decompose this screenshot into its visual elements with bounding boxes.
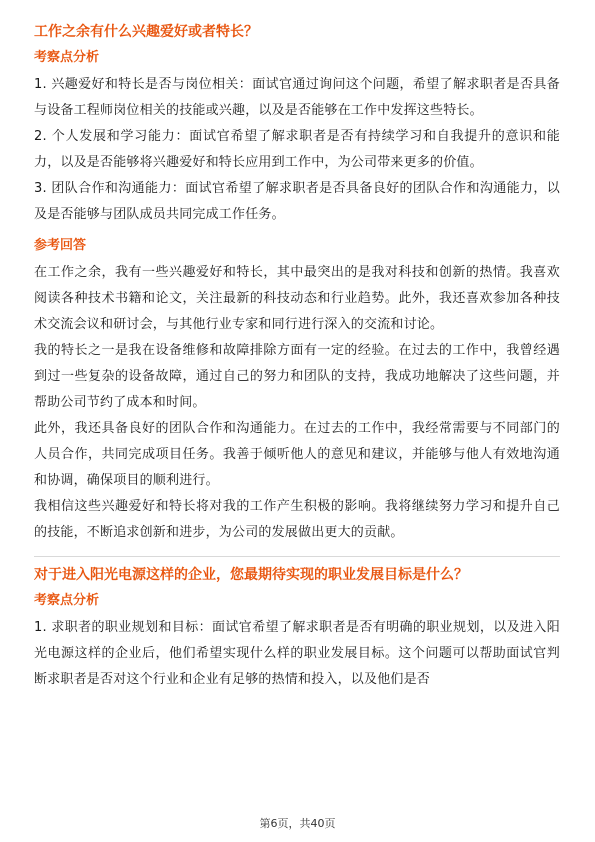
analysis-label: 考察点分析	[34, 593, 100, 608]
section-divider	[34, 556, 560, 557]
answer-paragraph: 我相信这些兴趣爱好和特长将对我的工作产生积极的影响。我将继续努力学习和提升自己的技能，不断追求创新和进步，为公司的发展做出更大的贡献。	[34, 499, 560, 540]
answer-paragraph: 此外，我还具备良好的团队合作和沟通能力。在过去的工作中，我经常需要与不同部门的人员合作，共同完成项目任务。我善于倾听他人的意见和建议，并能够与他人有效地沟通和协调，确保项目的顺利进行。	[34, 421, 560, 488]
analysis-point: 3. 团队合作和沟通能力：面试官希望了解求职者是否具备良好的团队合作和沟通能力，以及是否能够与团队成员共同完成工作任务。	[34, 181, 560, 222]
question-title: 工作之余有什么兴趣爱好或者特长？	[34, 24, 258, 40]
analysis-label: 考察点分析	[34, 50, 100, 65]
answer-paragraph: 我的特长之一是我在设备维修和故障排除方面有一定的经验。在过去的工作中，我曾经遇到过一些复杂的设备故障，通过自己的努力和团队的支持，我成功地解决了这些问题，并帮助公司节约了成本和时间。	[34, 343, 560, 410]
answer-label: 参考回答	[34, 238, 87, 253]
question-title: 对于进入阳光电源这样的企业，您最期待实现的职业发展目标是什么？	[34, 567, 468, 583]
page-footer: 第6页，共40页	[259, 817, 336, 830]
analysis-point: 1. 求职者的职业规划和目标：面试官希望了解求职者是否有明确的职业规划，以及进入阳光电源这样的企业后，他们希望实现什么样的职业发展目标。这个问题可以帮助面试官判断求职者是否对这个行业和企业有足够的热情和投入，以及他们是否	[34, 620, 560, 687]
page-content	[34, 22, 560, 693]
analysis-point: 1. 兴趣爱好和特长是否与岗位相关：面试官通过询问这个问题，希望了解求职者是否具备与设备工程师岗位相关的技能或兴趣，以及是否能够在工作中发挥这些特长。	[34, 77, 560, 118]
analysis-point: 2. 个人发展和学习能力：面试官希望了解求职者是否有持续学习和自我提升的意识和能力，以及是否能够将兴趣爱好和特长应用到工作中，为公司带来更多的价值。	[34, 129, 560, 170]
answer-paragraph: 在工作之余，我有一些兴趣爱好和特长，其中最突出的是我对科技和创新的热情。我喜欢阅读各种技术书籍和论文，关注最新的科技动态和行业趋势。此外，我还喜欢参加各种技术交流会议和研讨会，与其他行业专家和同行进行深入的交流和讨论。	[34, 265, 560, 332]
